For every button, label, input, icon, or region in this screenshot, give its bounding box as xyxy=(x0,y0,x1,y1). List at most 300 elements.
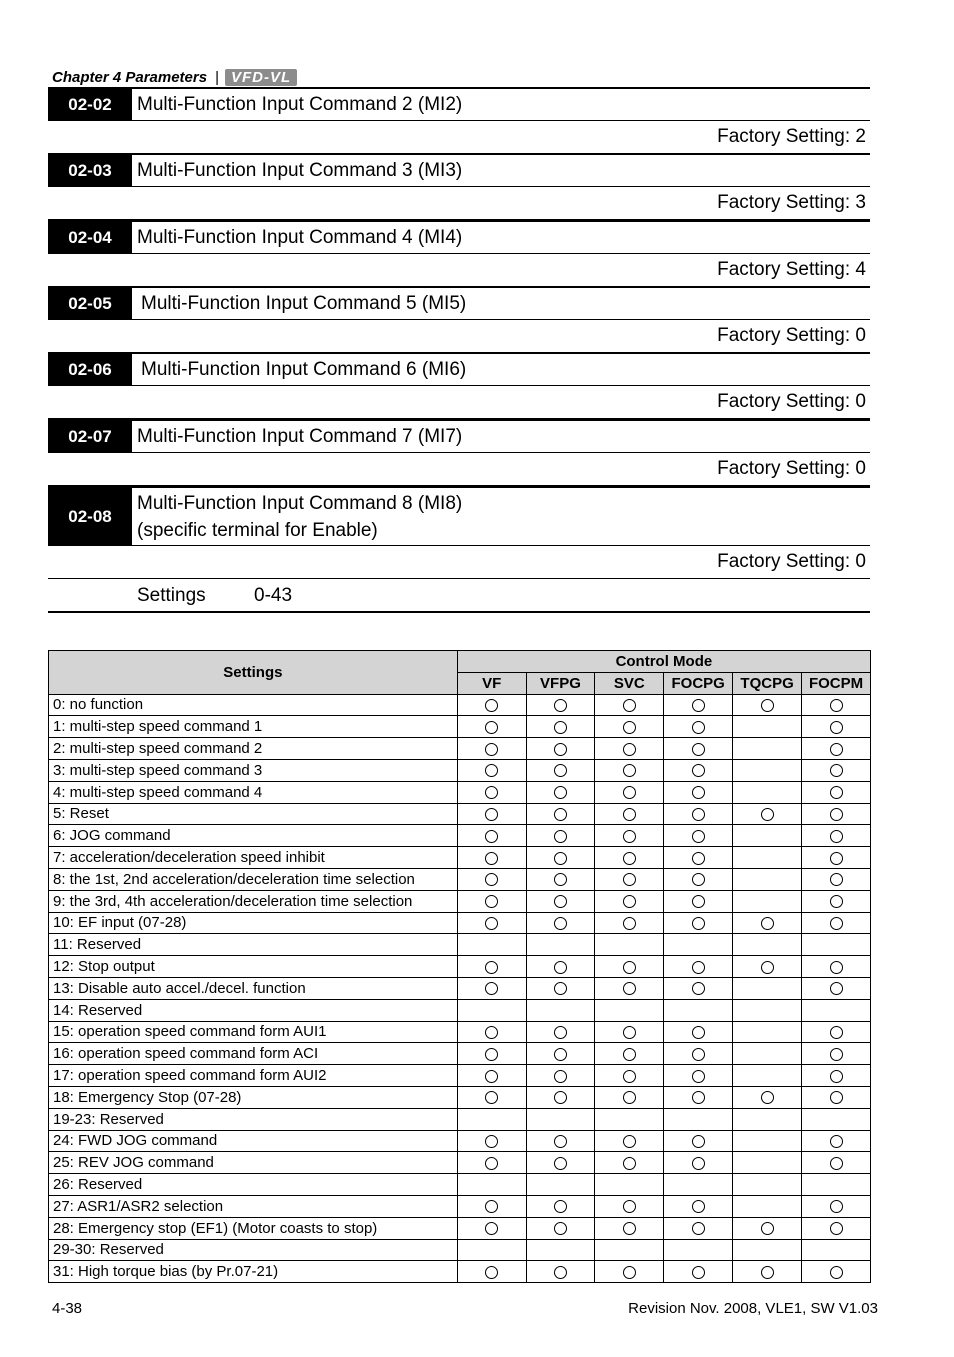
supported-circle-icon xyxy=(485,764,498,777)
mode-cell xyxy=(802,868,871,890)
supported-circle-icon xyxy=(554,917,567,930)
mode-cell xyxy=(802,781,871,803)
mode-cell xyxy=(802,1239,871,1261)
mode-cell xyxy=(664,781,733,803)
mode-cell xyxy=(526,912,595,934)
mode-cell xyxy=(457,977,526,999)
supported-circle-icon xyxy=(623,873,636,886)
revision-info: Revision Nov. 2008, VLE1, SW V1.03 xyxy=(628,1300,878,1317)
supported-circle-icon xyxy=(692,1200,705,1213)
table-row xyxy=(49,934,871,956)
table-row xyxy=(49,738,871,760)
supported-circle-icon xyxy=(692,852,705,865)
mode-cell xyxy=(457,890,526,912)
mode-cell xyxy=(802,934,871,956)
mode-cell xyxy=(802,890,871,912)
supported-circle-icon xyxy=(623,895,636,908)
table-row xyxy=(49,1261,871,1283)
mode-cell xyxy=(457,1086,526,1108)
mode-cell xyxy=(595,825,664,847)
supported-circle-icon xyxy=(485,699,498,712)
mode-cell xyxy=(802,1130,871,1152)
mode-cell xyxy=(664,825,733,847)
mode-cell xyxy=(664,999,733,1021)
supported-circle-icon xyxy=(830,786,843,799)
mode-cell xyxy=(664,956,733,978)
supported-circle-icon xyxy=(761,917,774,930)
mode-cell xyxy=(664,890,733,912)
table-row xyxy=(49,1239,871,1261)
mode-cell xyxy=(664,1065,733,1087)
mode-cell xyxy=(802,912,871,934)
mode-cell xyxy=(526,1086,595,1108)
supported-circle-icon xyxy=(554,1026,567,1039)
supported-circle-icon xyxy=(554,1157,567,1170)
mode-cell xyxy=(802,738,871,760)
mode-cell xyxy=(802,803,871,825)
table-row xyxy=(49,847,871,869)
param-code: 02-04 xyxy=(48,222,132,253)
mode-cell xyxy=(664,1021,733,1043)
factory-setting: Factory Setting: 2 xyxy=(48,121,870,154)
mode-cell xyxy=(526,759,595,781)
mode-cell xyxy=(802,1108,871,1130)
param-name: Multi-Function Input Command 4 (MI4) xyxy=(137,226,463,248)
mode-cell xyxy=(664,1130,733,1152)
mode-cell xyxy=(802,825,871,847)
supported-circle-icon xyxy=(692,1091,705,1104)
mode-cell xyxy=(595,781,664,803)
table-row xyxy=(49,694,871,716)
page-number: 4-38 xyxy=(52,1300,83,1317)
supported-circle-icon xyxy=(830,1266,843,1279)
mode-cell xyxy=(457,1108,526,1130)
supported-circle-icon xyxy=(554,873,567,886)
factory-setting: Factory Setting: 4 xyxy=(48,254,870,287)
param-block xyxy=(48,153,870,220)
chapter-title: Chapter 4 Parameters xyxy=(52,68,208,86)
mode-cell xyxy=(457,1174,526,1196)
mode-cell xyxy=(595,999,664,1021)
mode-cell xyxy=(526,934,595,956)
param-block xyxy=(48,352,870,419)
mode-header-tqcpg: TQCPG xyxy=(733,672,802,694)
mode-cell xyxy=(733,1086,802,1108)
supported-circle-icon xyxy=(830,917,843,930)
mode-cell xyxy=(664,1174,733,1196)
mode-cell xyxy=(526,781,595,803)
setting-label: 2: multi-step speed command 2 xyxy=(49,738,458,760)
mode-cell xyxy=(664,759,733,781)
setting-label: 3: multi-step speed command 3 xyxy=(49,759,458,781)
supported-circle-icon xyxy=(485,1091,498,1104)
table-row xyxy=(49,890,871,912)
mode-cell xyxy=(733,868,802,890)
table-row xyxy=(49,1021,871,1043)
supported-circle-icon xyxy=(554,1222,567,1235)
mode-cell xyxy=(457,912,526,934)
mode-cell xyxy=(595,956,664,978)
supported-circle-icon xyxy=(830,1200,843,1213)
supported-circle-icon xyxy=(485,852,498,865)
supported-circle-icon xyxy=(692,786,705,799)
supported-circle-icon xyxy=(692,1048,705,1061)
param-row xyxy=(48,352,870,386)
mode-cell xyxy=(457,694,526,716)
mode-cell xyxy=(595,868,664,890)
mode-cell xyxy=(664,1152,733,1174)
mode-header-svc: SVC xyxy=(595,672,664,694)
mode-cell xyxy=(526,1152,595,1174)
setting-label: 15: operation speed command form AUI1 xyxy=(49,1021,458,1043)
mode-cell xyxy=(664,1217,733,1239)
supported-circle-icon xyxy=(623,1048,636,1061)
mode-cell xyxy=(457,1021,526,1043)
supported-circle-icon xyxy=(692,1070,705,1083)
mode-cell xyxy=(526,1130,595,1152)
supported-circle-icon xyxy=(830,699,843,712)
supported-circle-icon xyxy=(830,721,843,734)
mode-cell xyxy=(595,1239,664,1261)
mode-cell xyxy=(733,999,802,1021)
mode-cell xyxy=(664,1261,733,1283)
setting-label: 14: Reserved xyxy=(49,999,458,1021)
mode-cell xyxy=(733,977,802,999)
mode-cell xyxy=(595,1108,664,1130)
param-row xyxy=(48,419,870,453)
supported-circle-icon xyxy=(485,961,498,974)
supported-circle-icon xyxy=(554,982,567,995)
mode-cell xyxy=(733,1152,802,1174)
mode-cell xyxy=(733,803,802,825)
supported-circle-icon xyxy=(830,1026,843,1039)
supported-circle-icon xyxy=(623,786,636,799)
param-code: 02-06 xyxy=(48,354,132,385)
mode-cell xyxy=(457,1130,526,1152)
mode-cell xyxy=(664,738,733,760)
supported-circle-icon xyxy=(623,982,636,995)
param-row xyxy=(48,87,870,121)
supported-circle-icon xyxy=(485,982,498,995)
setting-label: 24: FWD JOG command xyxy=(49,1130,458,1152)
setting-label: 8: the 1st, 2nd acceleration/deceleration time selection xyxy=(49,868,458,890)
mode-cell xyxy=(457,999,526,1021)
param-block xyxy=(48,87,870,154)
table-row xyxy=(49,803,871,825)
supported-circle-icon xyxy=(692,764,705,777)
supported-circle-icon xyxy=(692,917,705,930)
mode-cell xyxy=(457,1065,526,1087)
control-mode-table xyxy=(48,650,871,1283)
supported-circle-icon xyxy=(623,1135,636,1148)
mode-cell xyxy=(526,890,595,912)
supported-circle-icon xyxy=(554,1048,567,1061)
setting-label: 17: operation speed command form AUI2 xyxy=(49,1065,458,1087)
mode-cell xyxy=(526,977,595,999)
mode-cell xyxy=(733,1217,802,1239)
supported-circle-icon xyxy=(485,895,498,908)
header-separator: | xyxy=(215,68,219,86)
table-row xyxy=(49,1130,871,1152)
supported-circle-icon xyxy=(485,917,498,930)
supported-circle-icon xyxy=(830,852,843,865)
settings-label: Settings xyxy=(137,584,206,606)
mode-cell xyxy=(733,825,802,847)
supported-circle-icon xyxy=(692,961,705,974)
supported-circle-icon xyxy=(485,721,498,734)
supported-circle-icon xyxy=(623,961,636,974)
mode-cell xyxy=(526,1043,595,1065)
table-row xyxy=(49,868,871,890)
factory-setting: Factory Setting: 3 xyxy=(48,187,870,220)
mode-cell xyxy=(457,934,526,956)
supported-circle-icon xyxy=(623,1070,636,1083)
setting-label: 7: acceleration/deceleration speed inhibit xyxy=(49,847,458,869)
factory-setting: Factory Setting: 0 xyxy=(48,320,870,353)
mode-cell xyxy=(733,781,802,803)
param-name: Multi-Function Input Command 7 (MI7) xyxy=(137,425,463,447)
supported-circle-icon xyxy=(692,808,705,821)
param-block xyxy=(48,220,870,287)
mode-cell xyxy=(457,1043,526,1065)
supported-circle-icon xyxy=(692,1135,705,1148)
mode-cell xyxy=(733,1065,802,1087)
supported-circle-icon xyxy=(692,873,705,886)
supported-circle-icon xyxy=(623,808,636,821)
mode-cell xyxy=(595,1021,664,1043)
mode-cell xyxy=(802,694,871,716)
chapter-header xyxy=(52,66,297,88)
settings-value: 0-43 xyxy=(254,584,293,606)
table-row xyxy=(49,716,871,738)
settings-range-row xyxy=(48,580,870,613)
mode-cell xyxy=(457,716,526,738)
table-row xyxy=(49,1174,871,1196)
supported-circle-icon xyxy=(554,1135,567,1148)
table-row xyxy=(49,1217,871,1239)
supported-circle-icon xyxy=(485,873,498,886)
mode-cell xyxy=(526,1021,595,1043)
param-block xyxy=(48,286,870,353)
supported-circle-icon xyxy=(554,764,567,777)
mode-cell xyxy=(733,1021,802,1043)
mode-cell xyxy=(802,1152,871,1174)
supported-circle-icon xyxy=(554,1266,567,1279)
supported-circle-icon xyxy=(692,830,705,843)
mode-cell xyxy=(733,738,802,760)
supported-circle-icon xyxy=(623,852,636,865)
supported-circle-icon xyxy=(554,786,567,799)
supported-circle-icon xyxy=(761,961,774,974)
mode-cell xyxy=(802,759,871,781)
param-name-line2: (specific terminal for Enable) xyxy=(137,519,378,541)
supported-circle-icon xyxy=(830,1157,843,1170)
mode-cell xyxy=(457,1217,526,1239)
mode-cell xyxy=(595,934,664,956)
control-mode-header: Control Mode xyxy=(457,651,870,673)
mode-cell xyxy=(664,803,733,825)
table-row xyxy=(49,781,871,803)
settings-column-header: Settings xyxy=(49,651,458,695)
supported-circle-icon xyxy=(830,1222,843,1235)
setting-label: 31: High torque bias (by Pr.07-21) xyxy=(49,1261,458,1283)
supported-circle-icon xyxy=(830,961,843,974)
supported-circle-icon xyxy=(761,1222,774,1235)
mode-cell xyxy=(802,999,871,1021)
param-code: 02-02 xyxy=(48,89,132,120)
mode-cell xyxy=(526,868,595,890)
supported-circle-icon xyxy=(485,830,498,843)
supported-circle-icon xyxy=(692,1222,705,1235)
mode-cell xyxy=(802,847,871,869)
param-name-line1: Multi-Function Input Command 8 (MI8) xyxy=(137,492,463,514)
mode-cell xyxy=(526,1108,595,1130)
mode-header-vfpg: VFPG xyxy=(526,672,595,694)
mode-cell xyxy=(664,912,733,934)
supported-circle-icon xyxy=(485,743,498,756)
mode-cell xyxy=(802,1043,871,1065)
mode-cell xyxy=(526,825,595,847)
mode-cell xyxy=(802,1174,871,1196)
supported-circle-icon xyxy=(554,830,567,843)
mode-cell xyxy=(733,1239,802,1261)
mode-header-focpm: FOCPM xyxy=(802,672,871,694)
mode-cell xyxy=(457,825,526,847)
factory-setting: Factory Setting: 0 xyxy=(48,453,870,486)
mode-cell xyxy=(664,934,733,956)
mode-cell xyxy=(802,1217,871,1239)
mode-cell xyxy=(802,1086,871,1108)
mode-cell xyxy=(457,738,526,760)
mode-cell xyxy=(457,1152,526,1174)
supported-circle-icon xyxy=(692,1026,705,1039)
mode-cell xyxy=(802,1261,871,1283)
supported-circle-icon xyxy=(830,808,843,821)
param-code: 02-03 xyxy=(48,155,132,186)
supported-circle-icon xyxy=(692,895,705,908)
supported-circle-icon xyxy=(830,1135,843,1148)
mode-cell xyxy=(595,912,664,934)
mode-cell xyxy=(664,868,733,890)
mode-cell xyxy=(595,977,664,999)
mode-cell xyxy=(733,694,802,716)
param-code: 02-05 xyxy=(48,288,132,319)
mode-cell xyxy=(733,1043,802,1065)
mode-cell xyxy=(802,1195,871,1217)
mode-cell xyxy=(526,1065,595,1087)
mode-cell xyxy=(595,803,664,825)
supported-circle-icon xyxy=(623,1157,636,1170)
table-row xyxy=(49,1108,871,1130)
supported-circle-icon xyxy=(554,699,567,712)
mode-cell xyxy=(457,847,526,869)
supported-circle-icon xyxy=(485,1266,498,1279)
mode-cell xyxy=(733,1195,802,1217)
supported-circle-icon xyxy=(623,1222,636,1235)
mode-cell xyxy=(526,1174,595,1196)
supported-circle-icon xyxy=(623,1091,636,1104)
mode-cell xyxy=(664,1239,733,1261)
mode-cell xyxy=(457,1239,526,1261)
mode-cell xyxy=(595,694,664,716)
setting-label: 27: ASR1/ASR2 selection xyxy=(49,1195,458,1217)
mode-cell xyxy=(457,1261,526,1283)
setting-label: 5: Reset xyxy=(49,803,458,825)
mode-cell xyxy=(526,1195,595,1217)
supported-circle-icon xyxy=(623,917,636,930)
supported-circle-icon xyxy=(554,1200,567,1213)
param-name: Multi-Function Input Command 2 (MI2) xyxy=(137,93,463,115)
setting-label: 12: Stop output xyxy=(49,956,458,978)
setting-label: 1: multi-step speed command 1 xyxy=(49,716,458,738)
supported-circle-icon xyxy=(485,786,498,799)
supported-circle-icon xyxy=(554,1070,567,1083)
supported-circle-icon xyxy=(554,961,567,974)
mode-cell xyxy=(526,716,595,738)
supported-circle-icon xyxy=(830,1070,843,1083)
supported-circle-icon xyxy=(623,1200,636,1213)
mode-cell xyxy=(595,1065,664,1087)
table-row xyxy=(49,1195,871,1217)
mode-cell xyxy=(457,1195,526,1217)
supported-circle-icon xyxy=(761,808,774,821)
mode-header-focpg: FOCPG xyxy=(664,672,733,694)
param-name xyxy=(132,488,462,545)
mode-cell xyxy=(595,1195,664,1217)
supported-circle-icon xyxy=(623,721,636,734)
mode-cell xyxy=(733,890,802,912)
mode-cell xyxy=(457,781,526,803)
mode-cell xyxy=(526,1217,595,1239)
mode-cell xyxy=(595,1043,664,1065)
mode-cell xyxy=(664,1043,733,1065)
supported-circle-icon xyxy=(692,1266,705,1279)
supported-circle-icon xyxy=(830,982,843,995)
mode-cell xyxy=(733,934,802,956)
mode-header-vf: VF xyxy=(457,672,526,694)
supported-circle-icon xyxy=(554,895,567,908)
setting-label: 25: REV JOG command xyxy=(49,1152,458,1174)
supported-circle-icon xyxy=(830,743,843,756)
table-row xyxy=(49,912,871,934)
mode-cell xyxy=(595,1130,664,1152)
setting-label: 18: Emergency Stop (07-28) xyxy=(49,1086,458,1108)
supported-circle-icon xyxy=(830,764,843,777)
supported-circle-icon xyxy=(623,1026,636,1039)
supported-circle-icon xyxy=(830,873,843,886)
mode-cell xyxy=(733,716,802,738)
mode-cell xyxy=(733,1261,802,1283)
supported-circle-icon xyxy=(485,1026,498,1039)
param-row xyxy=(48,220,870,254)
supported-circle-icon xyxy=(830,830,843,843)
table-body xyxy=(49,694,871,1283)
setting-label: 28: Emergency stop (EF1) (Motor coasts to stop) xyxy=(49,1217,458,1239)
setting-label: 19-23: Reserved xyxy=(49,1108,458,1130)
setting-label: 0: no function xyxy=(49,694,458,716)
supported-circle-icon xyxy=(485,1135,498,1148)
supported-circle-icon xyxy=(692,982,705,995)
mode-cell xyxy=(595,716,664,738)
setting-label: 4: multi-step speed command 4 xyxy=(49,781,458,803)
mode-cell xyxy=(457,759,526,781)
supported-circle-icon xyxy=(761,699,774,712)
mode-cell xyxy=(457,803,526,825)
supported-circle-icon xyxy=(485,808,498,821)
table-row xyxy=(49,1152,871,1174)
mode-cell xyxy=(664,1195,733,1217)
table-row xyxy=(49,999,871,1021)
